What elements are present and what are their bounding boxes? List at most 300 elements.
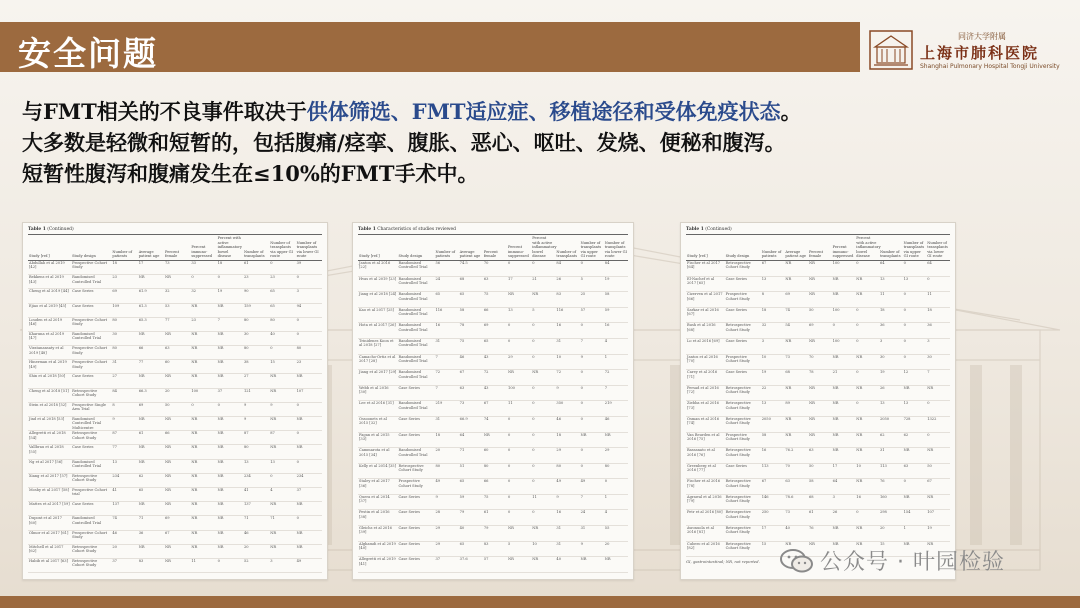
table-cell: NR	[138, 502, 164, 516]
table-row	[28, 502, 322, 516]
table-cell: 62	[903, 432, 927, 448]
table-cell: NR	[832, 432, 856, 448]
table-cell: Van Beurden et al 2016 [75]	[686, 432, 725, 448]
table-cell: 13	[761, 401, 785, 417]
table-cell: 66	[138, 346, 164, 360]
table-body	[358, 260, 628, 572]
table-cell: Jiang et al 2018 [24]	[358, 292, 397, 308]
table-row	[686, 385, 950, 401]
table-cell: 16	[555, 323, 579, 339]
table-cell: NR	[296, 502, 322, 516]
table-cell: 37	[111, 558, 137, 572]
table-cell: 58	[604, 292, 628, 308]
table-cell: 0	[926, 276, 950, 292]
table-cell: 23	[243, 275, 269, 289]
table-row	[686, 416, 950, 432]
table-cell: Quera et al 2014 [37]	[358, 494, 397, 510]
table-cell: 36	[926, 323, 950, 339]
table-cell: 21	[832, 370, 856, 386]
table-cell: 113	[879, 463, 903, 479]
table-cell: NR	[138, 417, 164, 431]
table-cell: 60	[483, 448, 507, 464]
column-header: Percent female	[808, 235, 832, 261]
table-cell: Retrospective Cohort Study	[71, 431, 111, 445]
table-cell: 17	[507, 276, 531, 292]
table-row	[358, 463, 628, 479]
table-cell: 11	[926, 292, 950, 308]
table-cell: Case Series	[397, 526, 434, 542]
table-cell: 40	[459, 526, 483, 542]
table-cell: 87	[111, 431, 137, 445]
table-cell: NR	[269, 374, 295, 388]
table-cell: 87	[269, 431, 295, 445]
table-cell: 65.3	[138, 317, 164, 331]
table-cell: 71	[138, 516, 164, 530]
table-cell: 0	[507, 494, 531, 510]
table-cell: Mitchell et al 2017 [62]	[28, 544, 71, 558]
table-cell: NR	[164, 275, 190, 289]
table-cell: 16	[555, 510, 579, 526]
table-cell: 87	[243, 431, 269, 445]
table-cell: NR	[507, 292, 531, 308]
table-cell: 43	[483, 354, 507, 370]
table-row	[686, 323, 950, 339]
table-cell: NR	[190, 459, 216, 473]
table-cell: 728	[903, 416, 927, 432]
table-cell: NR	[269, 544, 295, 558]
table-row	[358, 510, 628, 526]
column-header: Average patient age	[138, 235, 164, 261]
table-cell: 78	[459, 323, 483, 339]
table-cell: 76.2	[784, 448, 808, 464]
table-cell: NR	[217, 303, 243, 317]
table-cell: 26	[555, 276, 579, 292]
data-table	[28, 234, 322, 573]
table-cell: 66.9	[459, 416, 483, 432]
table-cell: 69	[111, 289, 137, 303]
table-cell: 49	[555, 479, 579, 495]
table-cell: 77	[111, 445, 137, 459]
table-cell: 52	[243, 558, 269, 572]
table-cell: 19	[217, 289, 243, 303]
table-cell: 50	[808, 463, 832, 479]
table-body	[686, 260, 950, 556]
table-cell: 13	[879, 276, 903, 292]
table-cell: NR	[217, 516, 243, 530]
table-cell: 46	[555, 416, 579, 432]
table-cell: Case Series	[71, 445, 111, 459]
table-cell: Case Series	[725, 370, 761, 386]
table-cell: Alghamdi et al 2019 [40]	[358, 541, 397, 557]
table-body	[28, 260, 322, 572]
table-cell: 41	[243, 488, 269, 502]
table-cell: Ossoonets et al 2015 [32]	[358, 416, 397, 432]
table-cell: 11	[190, 558, 216, 572]
table-cell: 9	[269, 402, 295, 416]
table-cell: 31	[434, 338, 458, 354]
table-cell: 23	[190, 317, 216, 331]
table-cell: 160	[879, 494, 903, 510]
table-cell: Fagan et al 2015 [33]	[358, 432, 397, 448]
table-row	[358, 432, 628, 448]
column-header: Number of transplants via lower GI route	[926, 235, 950, 261]
table-cell: Bassanato et al 2016 [76]	[686, 448, 725, 464]
table-cell: NR	[164, 417, 190, 431]
table-cell: 69	[138, 402, 164, 416]
table-cell: 11	[879, 292, 903, 308]
table-row	[358, 323, 628, 339]
table-cell: Prospective Cohort Study	[71, 260, 111, 274]
table-cell: 63	[903, 463, 927, 479]
table-cell: Staley et al 2017 [36]	[358, 479, 397, 495]
table-row	[358, 354, 628, 370]
table-cell: 79	[459, 510, 483, 526]
column-header: Percent immuno-suppressed	[832, 235, 856, 261]
table-cell: Persad et al 2016 [72]	[686, 385, 725, 401]
table-cell: Prospective Cohort Study	[71, 346, 111, 360]
table-cell: Randomised Controlled Trial	[397, 307, 434, 323]
table-cell: 0	[190, 275, 216, 289]
table-cell: 46	[459, 354, 483, 370]
table-cell: 26	[879, 385, 903, 401]
table-cell: NR	[808, 432, 832, 448]
table-row	[686, 354, 950, 370]
table-cell: 39	[296, 260, 322, 274]
table-cell: 19	[879, 370, 903, 386]
table-cell: 40	[784, 526, 808, 542]
table-cell: NR	[217, 502, 243, 516]
table-cell: 18	[111, 260, 137, 274]
table-cell: 63	[808, 448, 832, 464]
table-cell: 20	[879, 526, 903, 542]
table-cell: 3	[269, 558, 295, 572]
table-cell: 0	[580, 370, 604, 386]
table-cell: NR	[507, 526, 531, 542]
table-cell: 24	[580, 510, 604, 526]
table-row	[686, 494, 950, 510]
table-cell: NR	[190, 374, 216, 388]
table-cell: 20	[604, 541, 628, 557]
table-cell: 36	[879, 323, 903, 339]
table-cell: 80	[243, 346, 269, 360]
table-cell: 1	[903, 526, 927, 542]
table-cell: 80	[111, 317, 137, 331]
table-cell: 100	[832, 307, 856, 323]
table-cell: 18	[761, 307, 785, 323]
table-cell: 1322	[926, 416, 950, 432]
table-row	[358, 541, 628, 557]
table-cell: NR	[832, 401, 856, 417]
table-cell: 65	[459, 541, 483, 557]
table-cell: NR	[808, 292, 832, 308]
table-cell: 32	[190, 289, 216, 303]
table-row	[28, 431, 322, 445]
table-cell: NR	[190, 502, 216, 516]
table-cell: Fischer et al 2017 [64]	[686, 260, 725, 276]
table-cell: NR	[926, 385, 950, 401]
table-cell: Stein et al 2018 [52]	[28, 402, 71, 416]
column-header: Percent with active inflammatory bowel disease	[531, 235, 555, 261]
table-cell: Retrospective Cohort Study	[725, 541, 761, 557]
table-cell: 30	[111, 331, 137, 345]
table-cell: Awonuola et al 2016 [81]	[686, 526, 725, 542]
table-cell: Sarkar et al 2016 [67]	[686, 307, 725, 323]
table-cell: 19	[604, 276, 628, 292]
table-row	[686, 276, 950, 292]
table-cell: 32	[164, 289, 190, 303]
table-cell: 0	[580, 323, 604, 339]
table-row	[28, 317, 322, 331]
table-cell: 71	[243, 516, 269, 530]
table-cell: Retrospective Cohort Study	[725, 401, 761, 417]
table-cell: NR	[269, 388, 295, 402]
table-row	[28, 260, 322, 274]
table-cell: 0	[296, 402, 322, 416]
table-cell: 26	[832, 510, 856, 526]
table-cell: NR	[296, 374, 322, 388]
table-caption: Table 1 (Continued)	[686, 227, 732, 232]
table-cell: 54	[784, 323, 808, 339]
table-cell: NR	[507, 557, 531, 573]
table-cell: 75	[459, 338, 483, 354]
table-cell: 67	[926, 479, 950, 495]
table-cell: 0	[903, 479, 927, 495]
table-cell: 74	[483, 416, 507, 432]
table-cell: 73	[459, 401, 483, 417]
table-cell: Retrospective Cohort Study	[725, 479, 761, 495]
table-cell: 0	[217, 402, 243, 416]
highlighted-factors: 供体筛选、FMT适应症、移植途径和受体免疫状态	[306, 99, 781, 124]
table-cell: NR	[808, 338, 832, 354]
table-cell: 73	[784, 354, 808, 370]
table-cell: Jind et al 2018 [53]	[28, 417, 71, 431]
table-cell: 0	[269, 346, 295, 360]
table-cell: 10	[761, 354, 785, 370]
table-cell: 37	[434, 557, 458, 573]
table-cell: Janton et al 2016 [22]	[358, 260, 397, 276]
table-cell: Cizerven et al 2017 [66]	[686, 292, 725, 308]
table-cell: NR	[808, 416, 832, 432]
table-cell: 62	[138, 473, 164, 487]
table-cell: 75	[483, 494, 507, 510]
table-cell: 116	[555, 307, 579, 323]
table-cell: NR	[832, 448, 856, 464]
table-cell: 17	[761, 526, 785, 542]
table-cell: 3	[879, 338, 903, 354]
table-cell: 9	[111, 417, 137, 431]
table-cell: 1	[604, 354, 628, 370]
table-cell: 29	[555, 448, 579, 464]
table-cell: NR	[926, 448, 950, 464]
table-cell: 0	[507, 448, 531, 464]
table-row	[358, 338, 628, 354]
table-cell: 46	[111, 530, 137, 544]
table-cell: 68	[808, 494, 832, 510]
table-cell: Retrospective Cohort Study	[725, 385, 761, 401]
column-header: Number of transplants	[243, 235, 269, 261]
table-cell: Case Series	[71, 374, 111, 388]
table-cell: Xiang et al 2017 [57]	[28, 473, 71, 487]
table-cell: NR	[138, 275, 164, 289]
table-cell: 109	[111, 303, 137, 317]
table-cell: NR	[190, 346, 216, 360]
table-cell: 59	[459, 494, 483, 510]
table-cell: Case Series	[397, 557, 434, 573]
table-cell: NR	[808, 276, 832, 292]
table-cell: Prospective Cohort Study	[725, 432, 761, 448]
table-cell: Olmor et al 2017 [61]	[28, 530, 71, 544]
table-cell: 61	[243, 260, 269, 274]
table-cell: 80	[483, 463, 507, 479]
table-cell: 0	[604, 479, 628, 495]
table-row	[358, 401, 628, 417]
table-cell: NR	[217, 544, 243, 558]
table-cell: 79	[483, 526, 507, 542]
column-header: Number of transplants via upper GI route	[903, 235, 927, 261]
table-cell: 0	[903, 307, 927, 323]
table-cell: 0	[507, 260, 531, 276]
wechat-official-account-icon	[780, 548, 814, 574]
table-cell: 73	[164, 260, 190, 274]
table-cell: 146	[761, 494, 785, 510]
table-cell: 0	[903, 292, 927, 308]
table-cell: 0	[296, 516, 322, 530]
table-cell: NR	[604, 557, 628, 573]
table-cell: 0	[531, 323, 555, 339]
table-cell: Retrospective Cohort Study	[725, 510, 761, 526]
table-cell: 13	[507, 307, 531, 323]
table-cell: 66	[164, 431, 190, 445]
table-cell: Case Series	[725, 276, 761, 292]
table-cell: Habib et al 2017 [63]	[28, 558, 71, 572]
table-cell: NR	[190, 516, 216, 530]
table-cell: 9	[555, 385, 579, 401]
table-cell: 2050	[879, 416, 903, 432]
table-cell: 0	[296, 431, 322, 445]
table-cell: 18	[926, 307, 950, 323]
table-cell: 7	[580, 494, 604, 510]
table-footnote: GI, gastrointestinal; NR, not reported.	[686, 559, 760, 565]
slide-title: 安全问题	[18, 34, 158, 73]
table-cell: 69	[483, 323, 507, 339]
table-cell: NR	[217, 374, 243, 388]
table-cell: 3	[761, 338, 785, 354]
table-cell: 0	[855, 370, 879, 386]
table-cell: NR	[784, 276, 808, 292]
table-cell: NR	[217, 346, 243, 360]
table-cell: 0	[855, 338, 879, 354]
table-cell: Abdullah et al 2019 [42]	[28, 260, 71, 274]
table-cell: 0	[296, 459, 322, 473]
table-cell: 0	[190, 402, 216, 416]
table-cell: 0	[903, 260, 927, 276]
table-cell: 100	[832, 338, 856, 354]
table-cell: 25	[580, 292, 604, 308]
table-cell: 69	[808, 323, 832, 339]
table-cell: 57	[483, 557, 507, 573]
table-cell: 57	[580, 307, 604, 323]
table-cell: 19	[761, 370, 785, 386]
table-cell: 0	[580, 416, 604, 432]
table-cell: NR	[269, 502, 295, 516]
table-cell: 70	[784, 463, 808, 479]
table-cell: 15	[269, 360, 295, 374]
table-cell: Prospective Cohort Study	[71, 530, 111, 544]
table-cell: NR	[855, 385, 879, 401]
table-cell: 75	[483, 292, 507, 308]
table-cell: 9	[434, 494, 458, 510]
table-cell: Kao et al 2017 [25]	[358, 307, 397, 323]
table-cell: Randomised Controlled Trial	[397, 370, 434, 386]
table-cell: 234	[243, 473, 269, 487]
table-cell: Randomised Controlled Trial	[397, 276, 434, 292]
table-cell: 5	[507, 541, 531, 557]
table-cell: 0	[531, 463, 555, 479]
table-row	[686, 370, 950, 386]
table-cell: Randomised Controlled Trial	[397, 338, 434, 354]
table-header-row	[686, 235, 950, 261]
watermark-text: 公众号 · 叶园检验	[820, 550, 1005, 575]
table-cell: 66.3	[138, 388, 164, 402]
table-cell: 83	[555, 292, 579, 308]
table-cell: Cubero et al 2016 [82]	[686, 541, 725, 557]
table-cell: 0	[531, 338, 555, 354]
column-header: Study design	[71, 235, 111, 261]
table-cell: 61	[138, 431, 164, 445]
table-cell: 27	[111, 374, 137, 388]
table-row	[686, 432, 950, 448]
column-header: Percent immuno-suppressed	[190, 235, 216, 261]
table-cell: Randomised Controlled Trial	[397, 260, 434, 276]
table-cell: NR	[296, 544, 322, 558]
table-cell: 13	[243, 459, 269, 473]
table-cell: 64	[832, 479, 856, 495]
table-cell: 32	[761, 323, 785, 339]
table-cell: 80	[434, 463, 458, 479]
table-cell: Hvas et al 2019 [23]	[358, 276, 397, 292]
column-header: Study [ref.]	[686, 235, 725, 261]
table-cell: 67	[761, 479, 785, 495]
table-cell: Randomised Controlled Trial	[397, 323, 434, 339]
column-header: Number of transplants	[879, 235, 903, 261]
table-cell: Case Series	[725, 338, 761, 354]
column-header: Average patient age	[459, 235, 483, 261]
table-row	[358, 276, 628, 292]
table-cell: 30	[879, 354, 903, 370]
table-cell: 20	[111, 544, 137, 558]
table-cell: Retrospective Cohort Study	[71, 388, 111, 402]
table-cell: 0	[580, 260, 604, 276]
table-cell: 80	[555, 463, 579, 479]
table-cell: Shin et al 2018 [50]	[28, 374, 71, 388]
table-cell: NR	[138, 459, 164, 473]
table-cell: 31	[580, 526, 604, 542]
table-cell: NR	[138, 445, 164, 459]
table-row	[28, 488, 322, 502]
table-cell: 72	[555, 370, 579, 386]
column-header: Percent immuno-suppressed	[507, 235, 531, 261]
body-line-3: 短暂性腹泻和腹痛发生在≤10%的FMT手术中。	[22, 161, 479, 186]
table-row	[686, 307, 950, 323]
table-cell: Camacho-Ortiz et al 2017 [28]	[358, 354, 397, 370]
table-cell: 78	[808, 370, 832, 386]
table-cell: 43	[483, 385, 507, 401]
table-cell: 5	[580, 276, 604, 292]
table-cell: 61	[483, 510, 507, 526]
table-cell: 67	[483, 401, 507, 417]
column-header: Percent with active inflammatory bowel disease	[217, 235, 243, 261]
table-cell: 9	[580, 354, 604, 370]
